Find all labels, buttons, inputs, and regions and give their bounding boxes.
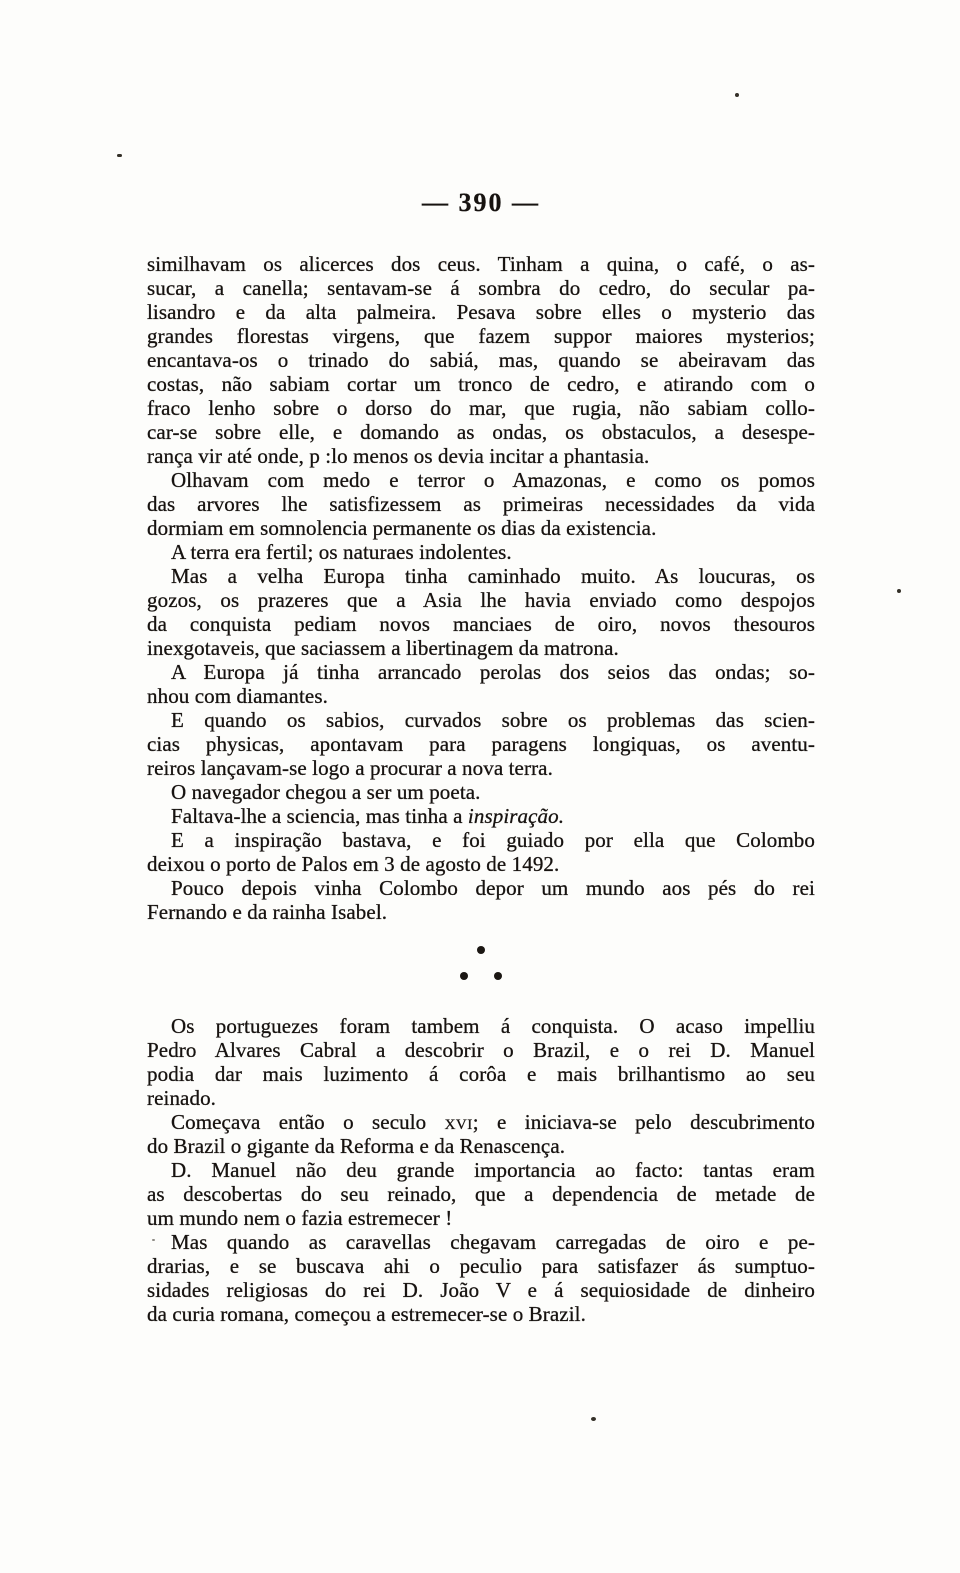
text-line: rança vir até onde, p :lo menos os devia incitar a phantasia. (147, 444, 650, 468)
text-line: A terra era fertil; os naturaes indolentes. (171, 540, 512, 564)
text-line: Os portuguezes foram tambem á conquista. O acaso impelliu (171, 1014, 815, 1038)
text-line: da conquista pediam novos manciaes de oiro, novos thesouros (147, 612, 815, 636)
ink-speck-top-right (735, 93, 739, 97)
text-line: podia dar mais luzimento á corôa e mais brilhantismo ao seu (147, 1062, 815, 1086)
text-line: Mas quando as caravellas chegavam carregadas de oiro e pe- (171, 1230, 815, 1254)
text-line: similhavam os alicerces dos ceus. Tinham a quina, o café, o as- (147, 252, 815, 276)
text-line: um mundo nem o fazia estremecer ! (147, 1206, 453, 1230)
text-line: nhou com diamantes. (147, 684, 328, 708)
text-line: sucar, a canella; sentavam-se á sombra do cedro, do secular pa- (147, 276, 815, 300)
text-line: Pouco depois vinha Colombo depor um mundo aos pés do rei (171, 876, 815, 900)
paragraph (147, 1158, 815, 1230)
text-line: Olhavam com medo e terror o Amazonas, e como os pomos (171, 468, 815, 492)
text-segment: Começava então o seculo (171, 1110, 445, 1134)
ink-speck-left-margin (117, 154, 122, 157)
text-line: as descobertas do seu reinado, que a dependencia de metade de (147, 1182, 815, 1206)
text-line: inexgotaveis, que saciassem a libertinagem da matrona. (147, 636, 619, 660)
paragraph (147, 660, 815, 708)
text-segment: Faltava-lhe a sciencia, mas tinha a (171, 804, 468, 828)
text-line: car-se sobre elle, e domando as ondas, os obstaculos, a desespe- (147, 420, 815, 444)
text-line: da curia romana, começou a estremecer-se o Brazil. (147, 1302, 586, 1326)
paragraph (147, 1110, 815, 1158)
text-line: Pedro Alvares Cabral a descobrir o Brazil, e o rei D. Manuel (147, 1038, 815, 1062)
paragraph (147, 876, 815, 924)
asterism-separator (147, 946, 815, 980)
text-line: E quando os sabios, curvados sobre os problemas das scien- (171, 708, 815, 732)
text-line: Mas a velha Europa tinha caminhado muito. As loucuras, os (171, 564, 815, 588)
text-line: drarias, e se buscava ahi o peculio para satisfazer ás sumptuo- (147, 1254, 815, 1278)
text-line: deixou o porto de Palos em 3 de agosto de 1492. (147, 852, 560, 876)
text-line: fraco lenho sobre o dorso do mar, que rugia, não sabiam collo- (147, 396, 815, 420)
text-line (147, 1110, 815, 1134)
text-line: O navegador chegou a ser um poeta. (171, 780, 481, 804)
text-line (147, 804, 815, 828)
paragraph (147, 780, 815, 804)
body-text (147, 188, 815, 1326)
text-line: reinado. (147, 1086, 217, 1110)
paragraph (147, 468, 815, 540)
text-line: do Brazil o gigante da Reforma e da Renascença. (147, 1134, 566, 1158)
paragraph (147, 828, 815, 876)
text-line: dormiam em somnolencia permanente os dias da existencia. (147, 516, 657, 540)
text-line: das arvores lhe satisfizessem as primeiras necessidades da vida (147, 492, 815, 516)
text-line: cias physicas, apontavam para paragens longiquas, os aventu- (147, 732, 815, 756)
ink-speck-right-margin (897, 589, 901, 593)
text-line: D. Manuel não deu grande importancia ao facto: tantas eram (171, 1158, 815, 1182)
asterism-dot (477, 946, 485, 954)
text-line: encantava-os o trinado do sabiá, mas, quando se abeiravam das (147, 348, 815, 372)
text-line: lisandro e da alta palmeira. Pesava sobre elles o mysterio das (147, 300, 815, 324)
text-line: A Europa já tinha arrancado perolas dos seios das ondas; so- (171, 660, 815, 684)
paragraph (147, 708, 815, 780)
page-number: — 390 — (422, 188, 540, 217)
text-line: costas, não sabiam cortar um tronco de cedro, e atirando com o (147, 372, 815, 396)
paragraph (147, 252, 815, 468)
text-line: gozos, os prazeres que a Asia lhe havia enviado como despojos (147, 588, 815, 612)
asterism-dot (460, 972, 468, 980)
paragraph (147, 564, 815, 660)
paragraph (147, 1014, 815, 1110)
paragraph (147, 1230, 815, 1326)
text-segment: ; e iniciava-se pelo descubrimento (472, 1110, 815, 1134)
paragraph (147, 804, 815, 828)
text-line: reiros lançavam-se logo a procurar a nova terra. (147, 756, 553, 780)
text-line: E a inspiração bastava, e foi guiado por ella que Colombo (171, 828, 815, 852)
ink-speck-bottom (591, 1417, 596, 1421)
text-line: sidades religiosas do rei D. João V e á sequiosidade de dinheiro (147, 1278, 815, 1302)
text-line: grandes florestas virgens, que fazem suppor maiores mysterios; (147, 324, 815, 348)
paragraph (147, 540, 815, 564)
text-line: Fernando e da rainha Isabel. (147, 900, 388, 924)
asterism-dot (494, 972, 502, 980)
italic-word: inspiração. (467, 804, 565, 828)
small-caps-roman-numeral: xvi (444, 1110, 473, 1134)
